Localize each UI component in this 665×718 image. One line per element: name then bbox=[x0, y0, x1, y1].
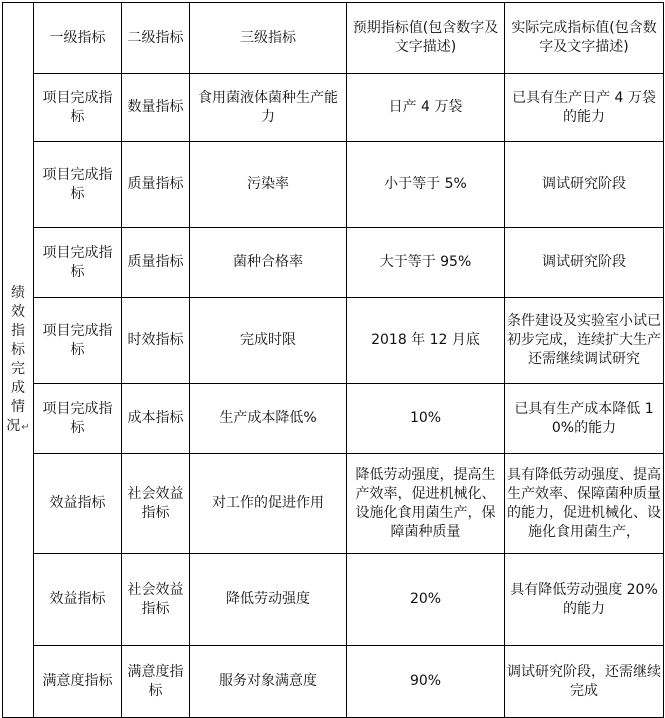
table-cell: 质量指标 bbox=[122, 142, 190, 228]
table-row bbox=[3, 384, 664, 454]
table-cell: 已具有生产日产 4 万袋的能力 bbox=[505, 74, 664, 142]
table-cell: 小于等于 5% bbox=[347, 142, 505, 228]
table-row bbox=[3, 554, 664, 646]
table-body bbox=[3, 3, 664, 718]
table-cell: 社会效益指标 bbox=[122, 554, 190, 646]
table-cell: 满意度指标 bbox=[34, 646, 122, 718]
table-cell: 生产成本降低% bbox=[190, 384, 347, 454]
table-cell: 菌种合格率 bbox=[190, 228, 347, 298]
table-cell: 日产 4 万袋 bbox=[347, 74, 505, 142]
table-row bbox=[3, 142, 664, 228]
table-row bbox=[3, 228, 664, 298]
table-cell: 90% bbox=[347, 646, 505, 718]
table-cell: 2018 年 12 月底 bbox=[347, 298, 505, 384]
table-cell: 成本指标 bbox=[122, 384, 190, 454]
table-cell: 20% bbox=[347, 554, 505, 646]
table-cell: 调试研究阶段，还需继续完成 bbox=[505, 646, 664, 718]
table-cell: 具有降低劳动强度 20%的能力 bbox=[505, 554, 664, 646]
table-cell: 对工作的促进作用 bbox=[190, 454, 347, 554]
table-cell: 10% bbox=[347, 384, 505, 454]
table-cell: 项目完成指标 bbox=[34, 298, 122, 384]
header-row bbox=[3, 3, 664, 74]
table-cell: 食用菌液体菌种生产能力 bbox=[190, 74, 347, 142]
return-mark: ↵ bbox=[21, 421, 30, 433]
table-cell: 项目完成指标 bbox=[34, 384, 122, 454]
header-cell: 三级指标 bbox=[190, 3, 347, 74]
table-row bbox=[3, 298, 664, 384]
table-cell: 数量指标 bbox=[122, 74, 190, 142]
side-label-cell bbox=[3, 3, 34, 718]
table-cell: 完成时限 bbox=[190, 298, 347, 384]
table-cell: 降低劳动强度，提高生产效率，促进机械化、设施化食用菌生产，保障菌种质量 bbox=[347, 454, 505, 554]
table-cell: 社会效益指标 bbox=[122, 454, 190, 554]
header-cell: 实际完成指标值(包含数字及文字描述) bbox=[505, 3, 664, 74]
table-row bbox=[3, 454, 664, 554]
header-cell: 一级指标 bbox=[34, 3, 122, 74]
table-cell: 效益指标 bbox=[34, 454, 122, 554]
table-cell: 满意度指标 bbox=[122, 646, 190, 718]
table-cell: 污染率 bbox=[190, 142, 347, 228]
table-cell: 质量指标 bbox=[122, 228, 190, 298]
table-cell: 调试研究阶段 bbox=[505, 142, 664, 228]
table-cell: 服务对象满意度 bbox=[190, 646, 347, 718]
table-cell: 项目完成指标 bbox=[34, 228, 122, 298]
table-cell: 调试研究阶段 bbox=[505, 228, 664, 298]
table-cell: 效益指标 bbox=[34, 554, 122, 646]
table-cell: 已具有生产成本降低 10%的能力 bbox=[505, 384, 664, 454]
table-row bbox=[3, 646, 664, 718]
performance-table bbox=[2, 2, 664, 718]
table-cell: 时效指标 bbox=[122, 298, 190, 384]
header-cell: 二级指标 bbox=[122, 3, 190, 74]
table-cell: 具有降低劳动强度、提高生产效率、保障菌种质量的能力，促进机械化、设施化食用菌生产， bbox=[505, 454, 664, 554]
header-cell: 预期指标值(包含数字及文字描述) bbox=[347, 3, 505, 74]
table-cell: 项目完成指标 bbox=[34, 142, 122, 228]
table-cell: 大于等于 95% bbox=[347, 228, 505, 298]
table-cell: 项目完成指标 bbox=[34, 74, 122, 142]
table-cell: 降低劳动强度 bbox=[190, 554, 347, 646]
table-row bbox=[3, 74, 664, 142]
side-label: 绩效指标完成情况 bbox=[6, 284, 25, 434]
table-cell: 条件建设及实验室小试已初步完成，连续扩大生产还需继续调试研究 bbox=[505, 298, 664, 384]
